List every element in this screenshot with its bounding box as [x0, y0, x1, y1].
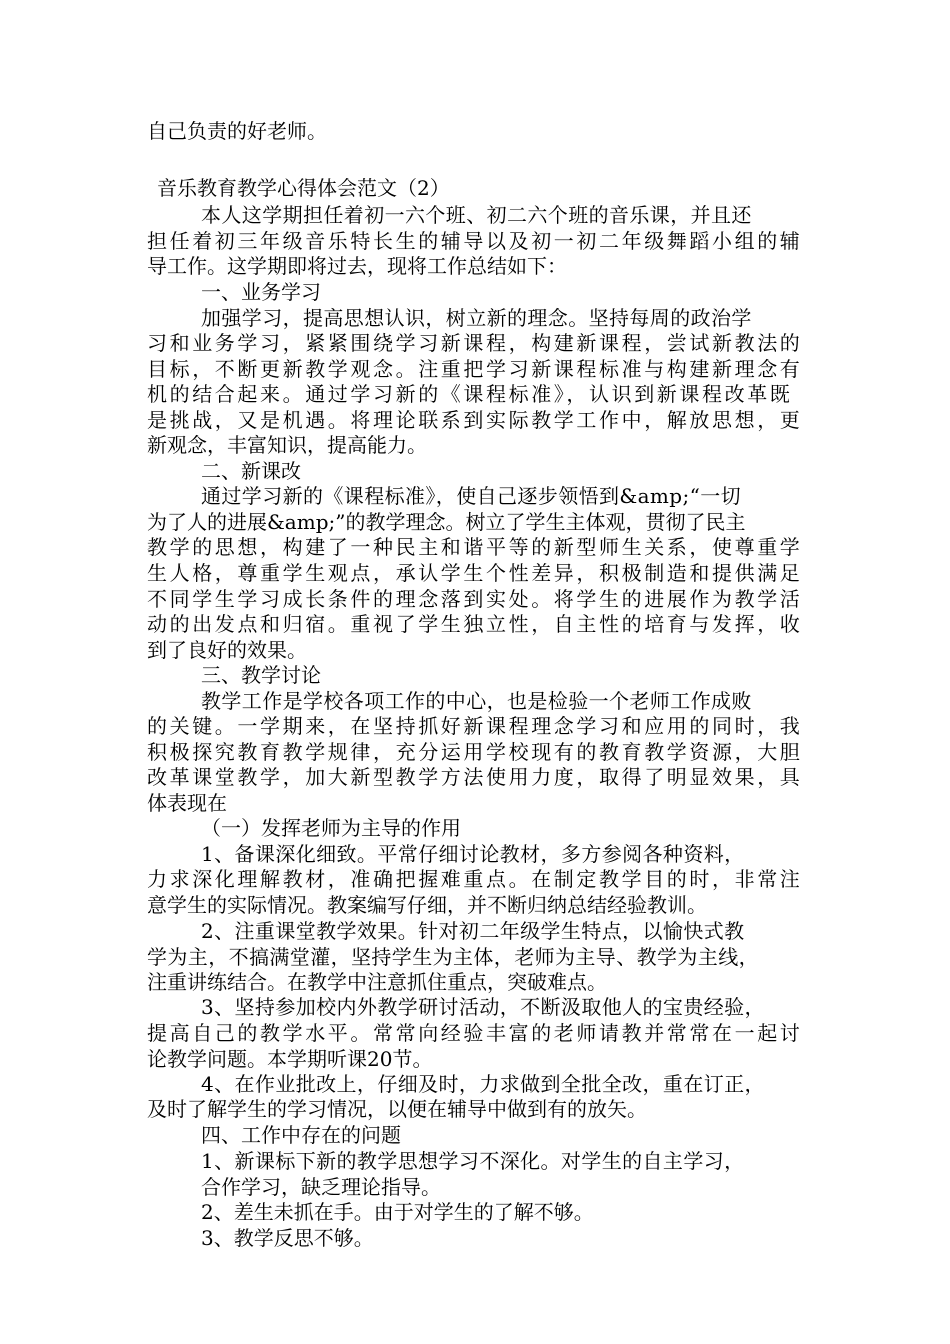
- text-line: 三、教学讨论: [201, 663, 321, 687]
- text-line: 1、备课深化细致。平常仔细讨论教材，多方参阅各种资料，: [201, 842, 745, 866]
- text-line: 论教学问题。本学期听课20节。: [147, 1047, 433, 1071]
- text-line: 生人格，尊重学生观点，承认学生个性差异，积极制造和提供满足: [147, 561, 803, 585]
- text-line: 力求深化理解教材，准确把握难重点。在制定教学目的时，非常注: [147, 867, 803, 891]
- text-line: 学为主，不搞满堂灌，坚持学生为主体，老师为主导、教学为主线，: [147, 945, 759, 969]
- text-line: 到了良好的效果。: [147, 638, 307, 662]
- text-line: 4、在作业批改上，仔细及时，力求做到全批全改，重在订正，: [201, 1072, 765, 1096]
- text-line: 机的结合起来。通过学习新的《课程标准》，认识到新课程改革既: [147, 382, 793, 406]
- text-line: 教学的思想，构建了一种民主和谐平等的新型师生关系，使尊重学: [147, 535, 803, 559]
- text-line: 意学生的实际情况。教案编写仔细，并不断归纳总结经验教训。: [147, 893, 707, 917]
- text-line: 自己负责的好老师。: [147, 119, 327, 143]
- text-line: 习和业务学习，紧紧围绕学习新课程，构建新课程，尝试新教法的: [147, 331, 803, 355]
- text-line: （一）发挥老师为主导的作用: [201, 816, 461, 840]
- text-line: 本人这学期担任着初一六个班、初二六个班的音乐课，并且还: [201, 203, 752, 227]
- text-line: 合作学习，缺乏理论指导。: [201, 1175, 441, 1199]
- text-line: 1、新课标下新的教学思想学习不深化。对学生的自主学习，: [201, 1149, 745, 1173]
- text-line: 的关键。一学期来，在坚持抓好新课程理念学习和应用的同时，我: [147, 714, 803, 738]
- text-line: 为了人的进展&amp;”的教学理念。树立了学生主体观，贯彻了民主: [147, 510, 746, 534]
- text-line: 3、教学反思不够。: [201, 1226, 374, 1250]
- text-line: 教学工作是学校各项工作的中心，也是检验一个老师工作成败: [201, 689, 752, 713]
- text-line: 积极探究教育教学规律，充分运用学校现有的教育教学资源，大胆: [147, 740, 803, 764]
- text-line: 四、工作中存在的问题: [201, 1123, 401, 1147]
- text-line: 目标，不断更新教学观念。注重把学习新课程标准与构建新理念有: [147, 357, 803, 381]
- text-line: 注重讲练结合。在教学中注意抓住重点，突破难点。: [147, 970, 607, 994]
- text-line: 不同学生学习成长条件的理念落到实处。将学生的进展作为教学活: [147, 587, 803, 611]
- text-line: 提高自己的教学水平。常常向经验丰富的老师请教并常常在一起讨: [147, 1021, 803, 1045]
- text-line: 动的出发点和归宿。重视了学生独立性，自主性的培育与发挥，收: [147, 612, 803, 636]
- text-line: 及时了解学生的学习情况，以便在辅导中做到有的放矢。: [147, 1097, 647, 1121]
- text-line: 加强学习，提高思想认识，树立新的理念。坚持每周的政治学: [201, 306, 752, 330]
- text-line: 体表现在: [147, 791, 227, 815]
- text-line: 是挑战，又是机遇。将理论联系到实际教学工作中，解放思想，更: [147, 408, 803, 432]
- text-line: 2、差生未抓在手。由于对学生的了解不够。: [201, 1200, 594, 1224]
- text-line: 音乐教育教学心得体会范文（2）: [157, 176, 450, 200]
- text-line: 2、注重课堂教学效果。针对初二年级学生特点，以愉快式教: [201, 919, 745, 943]
- text-line: 新观念，丰富知识，提高能力。: [147, 433, 427, 457]
- text-line: 导工作。这学期即将过去，现将工作总结如下：: [147, 254, 567, 278]
- text-line: 一、业务学习: [201, 280, 321, 304]
- text-line: 担任着初三年级音乐特长生的辅导以及初一初二年级舞蹈小组的辅: [147, 229, 803, 253]
- text-line: 二、新课改: [201, 459, 301, 483]
- text-line: 通过学习新的《课程标准》，使自己逐步领悟到&amp;“一切: [201, 484, 742, 508]
- text-line: 改革课堂教学，加大新型教学方法使用力度，取得了明显效果，具: [147, 765, 803, 789]
- text-line: 3、坚持参加校内外教学研讨活动，不断汲取他人的宝贵经验，: [201, 995, 765, 1019]
